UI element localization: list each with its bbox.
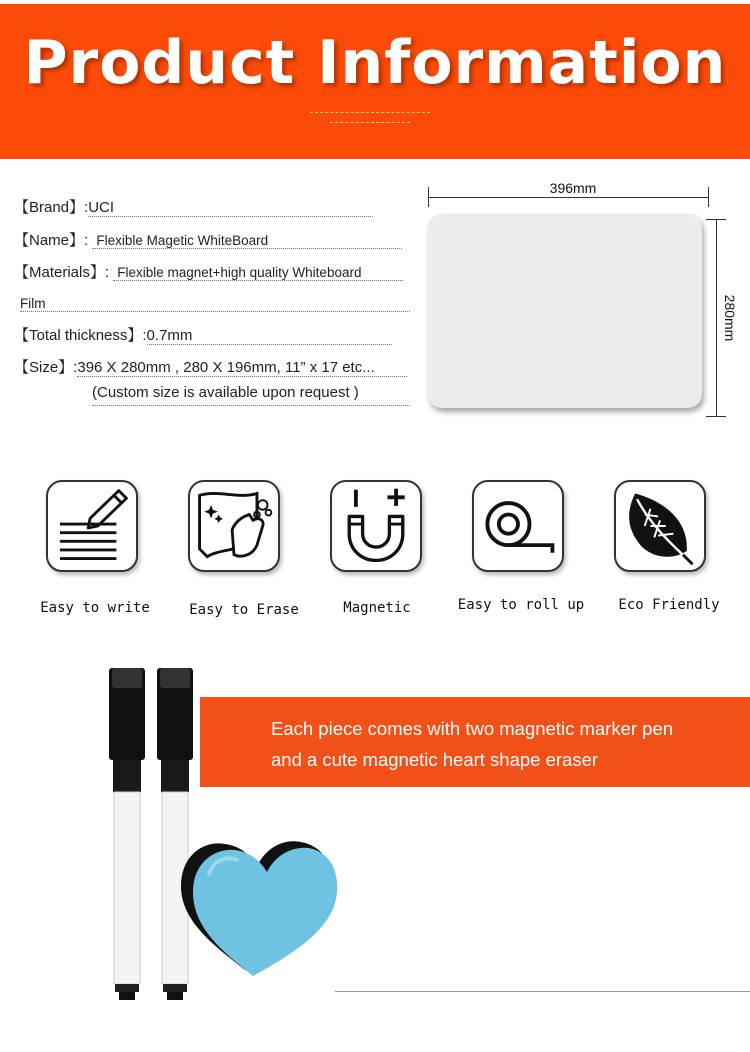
accessories-image [95,660,345,1005]
feature-erase [188,480,280,572]
spec-size-label: 【Size】: [14,359,78,376]
marker-pen-1 [109,668,145,1000]
spec-thickness [14,324,392,345]
dimension-width-tick-right [708,187,709,207]
spec-materials [14,261,403,282]
spec-materials-continuation: Film [20,296,410,312]
heart-eraser [181,841,337,976]
dimension-width-tick-left [428,187,429,207]
dimension-height-label: 280mm [722,294,738,342]
page-title: Product Information [23,28,727,98]
feature-magnetic [330,480,422,572]
dimension-width-label: 396mm [549,180,597,196]
dimension-width-line [428,197,708,198]
bottom-divider [335,991,750,992]
roll-icon [474,482,562,570]
pencil-writing-icon [48,482,136,570]
promo-line-2: and a cute magnetic heart shape eraser [271,749,599,770]
promo-line-1: Each piece comes with two magnetic marker pen [271,718,674,739]
magnet-icon [332,482,420,570]
feature-roll-label: Easy to roll up [457,597,585,613]
spec-thickness-label: 【Total thickness】: [14,327,147,344]
spec-brand-label: 【Brand】: [14,199,89,216]
hand-wiping-icon [190,482,278,570]
dimension-height-tick-bottom [706,416,726,417]
title-underline-short [330,122,410,123]
dimension-height-tick-top [706,219,726,220]
spec-brand-value: UCI [88,199,373,217]
feature-write-label: Easy to write [40,600,150,616]
marker-pen-2 [157,668,193,1000]
feature-magnetic-label: Magnetic [343,600,411,616]
feature-write [46,480,138,572]
spec-name-value: Flexible Magetic WhiteBoard [92,230,402,249]
spec-brand [14,196,373,217]
spec-name-label: 【Name】: [14,232,89,249]
spec-size-continuation: (Custom size is available upon request ) [92,384,410,406]
leaf-icon [616,482,704,570]
dimension-height-line [716,219,717,416]
spec-materials-value: Flexible magnet+high quality Whiteboard [113,263,403,281]
feature-roll [472,480,564,572]
header-banner [0,4,750,159]
marker-pens-and-eraser [95,660,345,1005]
spec-name [14,229,402,250]
spec-materials-label: 【Materials】: [14,264,110,281]
feature-eco [614,480,706,572]
spec-thickness-value: 0.7mm [147,327,392,345]
spec-size-value: 396 X 280mm , 280 X 196mm, 11” x 17 etc... [77,359,407,377]
spec-size [14,356,407,377]
feature-erase-label: Easy to Erase [189,602,299,618]
whiteboard-image [428,214,702,408]
feature-eco-label: Eco Friendly [618,597,720,613]
title-underline [310,112,430,113]
